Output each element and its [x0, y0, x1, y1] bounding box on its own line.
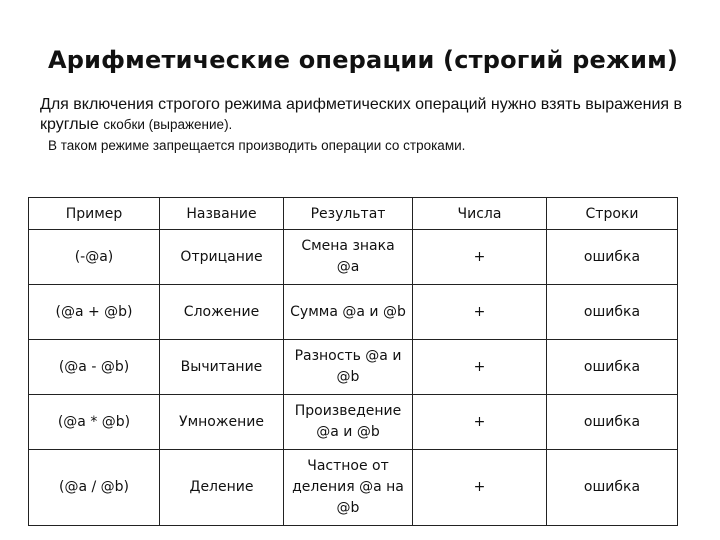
cell-numbers: +	[413, 230, 547, 285]
cell-result: Сумма @a и @b	[284, 285, 413, 340]
table-header-row	[29, 198, 678, 230]
cell-name: Умножение	[160, 395, 284, 450]
cell-example: (@a * @b)	[29, 395, 160, 450]
cell-name: Сложение	[160, 285, 284, 340]
cell-numbers: +	[413, 395, 547, 450]
intro-small: скобки (выражение).	[103, 117, 233, 132]
operations-table	[28, 197, 678, 526]
intro-main: Для включения строгого режима арифметических операций нужно взять выражения в круглые	[40, 96, 682, 133]
cell-name: Деление	[160, 450, 284, 526]
cell-strings: ошибка	[547, 450, 678, 526]
cell-example: (@a - @b)	[29, 340, 160, 395]
cell-strings: ошибка	[547, 285, 678, 340]
cell-example: (-@a)	[29, 230, 160, 285]
table-row	[29, 285, 678, 340]
table-row	[29, 340, 678, 395]
table-row	[29, 230, 678, 285]
header-strings: Строки	[547, 198, 678, 230]
intro-text	[40, 95, 700, 135]
cell-strings: ошибка	[547, 230, 678, 285]
cell-result: Частное от деления @a на @b	[284, 450, 413, 526]
cell-strings: ошибка	[547, 395, 678, 450]
cell-result: Произведение @a и @b	[284, 395, 413, 450]
cell-numbers: +	[413, 285, 547, 340]
cell-example: (@a + @b)	[29, 285, 160, 340]
cell-result: Разность @a и @b	[284, 340, 413, 395]
slide-title: Арифметические операции (строгий режим)	[48, 46, 679, 74]
table-row	[29, 395, 678, 450]
cell-example: (@a / @b)	[29, 450, 160, 526]
note-text: В таком режиме запрещается производить операции со строками.	[48, 138, 466, 153]
cell-name: Вычитание	[160, 340, 284, 395]
cell-name: Отрицание	[160, 230, 284, 285]
header-name: Название	[160, 198, 284, 230]
cell-strings: ошибка	[547, 340, 678, 395]
header-result: Результат	[284, 198, 413, 230]
table-row	[29, 450, 678, 526]
header-numbers: Числа	[413, 198, 547, 230]
cell-result: Смена знака @a	[284, 230, 413, 285]
cell-numbers: +	[413, 450, 547, 526]
header-example: Пример	[29, 198, 160, 230]
cell-numbers: +	[413, 340, 547, 395]
